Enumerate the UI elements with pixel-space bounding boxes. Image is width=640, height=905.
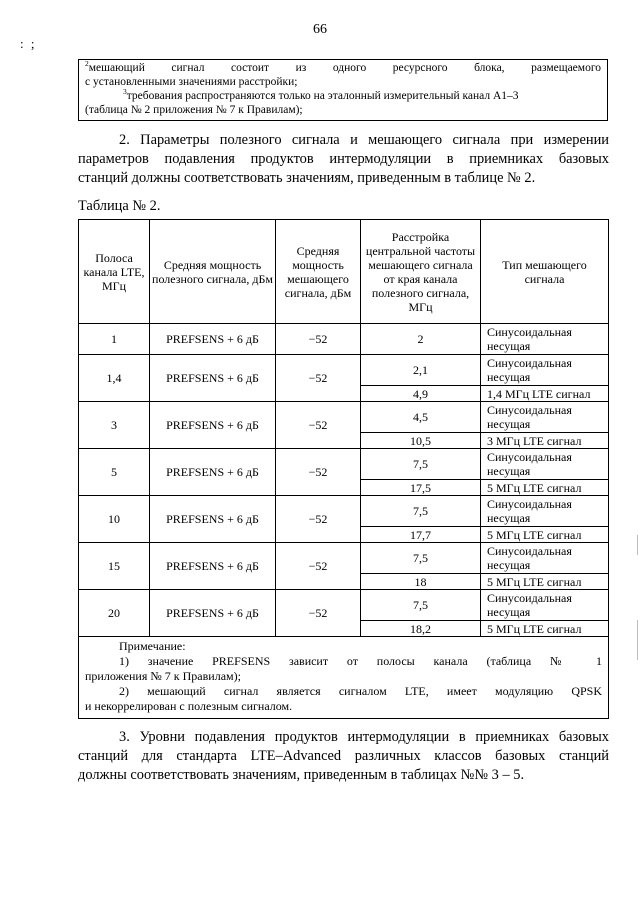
header-interferer-type: Тип мешающего сигнала	[481, 220, 609, 324]
cell-band: 15	[79, 543, 150, 590]
cell-useful-power: PREFSENS + 6 дБ	[150, 324, 276, 355]
cell-interferer-type: Синусоидальная несущая	[481, 543, 609, 574]
cell-offset: 2	[361, 324, 481, 355]
paragraph-3	[78, 728, 609, 785]
note-title: Примечание:	[119, 639, 186, 653]
cell-useful-power: PREFSENS + 6 дБ	[150, 355, 276, 402]
cell-interferer-power: −52	[276, 402, 361, 449]
cell-useful-power: PREFSENS + 6 дБ	[150, 496, 276, 543]
cell-interferer-type: Синусоидальная несущая	[481, 355, 609, 386]
cell-interferer-power: −52	[276, 543, 361, 590]
cell-interferer-power: −52	[276, 324, 361, 355]
footnote-2-line-1: $^2$мешающий сигнал состоит из одного ресурсного блока, размещаемого	[85, 59, 601, 74]
table-row	[79, 402, 609, 433]
footnote-3-line-2: (таблица № 2 приложения № 7 к Правилам);	[85, 104, 303, 116]
cell-interferer-power: −52	[276, 590, 361, 637]
cell-offset: 7,5	[361, 496, 481, 527]
note-1-line-2: приложения № 7 к Правилам);	[85, 669, 241, 683]
cell-interferer-type: Синусоидальная несущая	[481, 402, 609, 433]
cell-band: 1	[79, 324, 150, 355]
margin-marks: : ;	[20, 36, 37, 51]
cell-interferer-power: −52	[276, 355, 361, 402]
header-interferer-power: Средняя мощность мешающего сигнала, дБм	[276, 220, 361, 324]
table-row	[79, 449, 609, 480]
paragraph-2-line-3: станций должны соответствовать значениям, приведенным в таблице № 2.	[78, 170, 536, 186]
cell-band: 3	[79, 402, 150, 449]
footnote-3-line-1: $^3$требования распространяются только на эталонный измерительный канал A1–3	[123, 87, 519, 102]
cell-offset: 10,5	[361, 433, 481, 449]
cell-interferer-type: 5 МГц LTE сигнал	[481, 480, 609, 496]
cell-offset: 4,9	[361, 386, 481, 402]
footnotes-box	[78, 59, 608, 121]
cell-offset: 7,5	[361, 543, 481, 574]
footnote-2-mark: 2	[85, 59, 89, 68]
cell-offset: 17,5	[361, 480, 481, 496]
page-number: 66	[313, 22, 327, 37]
cell-interferer-type: Синусоидальная несущая	[481, 590, 609, 621]
scan-edge-mark	[637, 620, 638, 660]
cell-interferer-type: Синусоидальная несущая	[481, 324, 609, 355]
cell-offset: 7,5	[361, 449, 481, 480]
cell-interferer-type: 5 МГц LTE сигнал	[481, 527, 609, 543]
cell-interferer-type: 5 МГц LTE сигнал	[481, 574, 609, 590]
cell-interferer-type: Синусоидальная несущая	[481, 449, 609, 480]
paragraph-2-line-1: 2. Параметры полезного сигнала и мешающего сигнала при измерении	[119, 132, 609, 148]
paragraph-3-line-1: 3. Уровни подавления продуктов интермодуляции в приемниках базовых	[119, 729, 609, 745]
cell-interferer-type: Синусоидальная несущая	[481, 496, 609, 527]
table-row	[79, 590, 609, 621]
header-offset: Расстройка центральной частоты мешающего сигнала от края канала полезного сигнала, МГц	[361, 220, 481, 324]
paragraph-2	[78, 131, 609, 188]
cell-band: 1,4	[79, 355, 150, 402]
note-2-line-1: 2) мешающий сигнал является сигналом LTE, имеет модуляцию QPSK	[119, 684, 602, 698]
cell-offset: 17,7	[361, 527, 481, 543]
table-row	[79, 496, 609, 527]
table-note	[79, 637, 609, 719]
footnote-2-line-2: с установленными значениями расстройки;	[85, 76, 298, 88]
cell-offset: 4,5	[361, 402, 481, 433]
cell-useful-power: PREFSENS + 6 дБ	[150, 543, 276, 590]
cell-interferer-power: −52	[276, 496, 361, 543]
paragraph-3-line-2: станций для стандарта LTE–Advanced различных классов базовых станций	[78, 748, 609, 764]
cell-offset: 18	[361, 574, 481, 590]
table-caption: Таблица № 2.	[78, 198, 161, 214]
header-useful-power: Средняя мощность полезного сигнала, дБм	[150, 220, 276, 324]
cell-interferer-power: −52	[276, 449, 361, 496]
table-2	[78, 219, 609, 719]
cell-offset: 18,2	[361, 621, 481, 637]
note-2-line-2: и некоррелирован с полезным сигналом.	[85, 699, 293, 713]
cell-offset: 2,1	[361, 355, 481, 386]
paragraph-2-line-2: параметров подавления продуктов интермодуляции в приемниках базовых	[78, 151, 609, 167]
cell-interferer-type: 3 МГц LTE сигнал	[481, 433, 609, 449]
scan-edge-mark	[637, 535, 638, 555]
cell-band: 10	[79, 496, 150, 543]
cell-band: 5	[79, 449, 150, 496]
table-row	[79, 355, 609, 386]
cell-interferer-type: 5 МГц LTE сигнал	[481, 621, 609, 637]
table-row	[79, 543, 609, 574]
header-band: Полоса канала LTE, МГц	[79, 220, 150, 324]
cell-band: 20	[79, 590, 150, 637]
cell-useful-power: PREFSENS + 6 дБ	[150, 402, 276, 449]
cell-useful-power: PREFSENS + 6 дБ	[150, 449, 276, 496]
note-1-line-1: 1) значение PREFSENS зависит от полосы канала (таблица № 1	[119, 654, 602, 668]
paragraph-3-line-3: должны соответствовать значениям, приведенным в таблицах №№ 3 – 5.	[78, 767, 525, 783]
cell-offset: 7,5	[361, 590, 481, 621]
table-row	[79, 324, 609, 355]
cell-interferer-type: 1,4 МГц LTE сигнал	[481, 386, 609, 402]
footnote-3-mark: 3	[123, 87, 127, 96]
cell-useful-power: PREFSENS + 6 дБ	[150, 590, 276, 637]
